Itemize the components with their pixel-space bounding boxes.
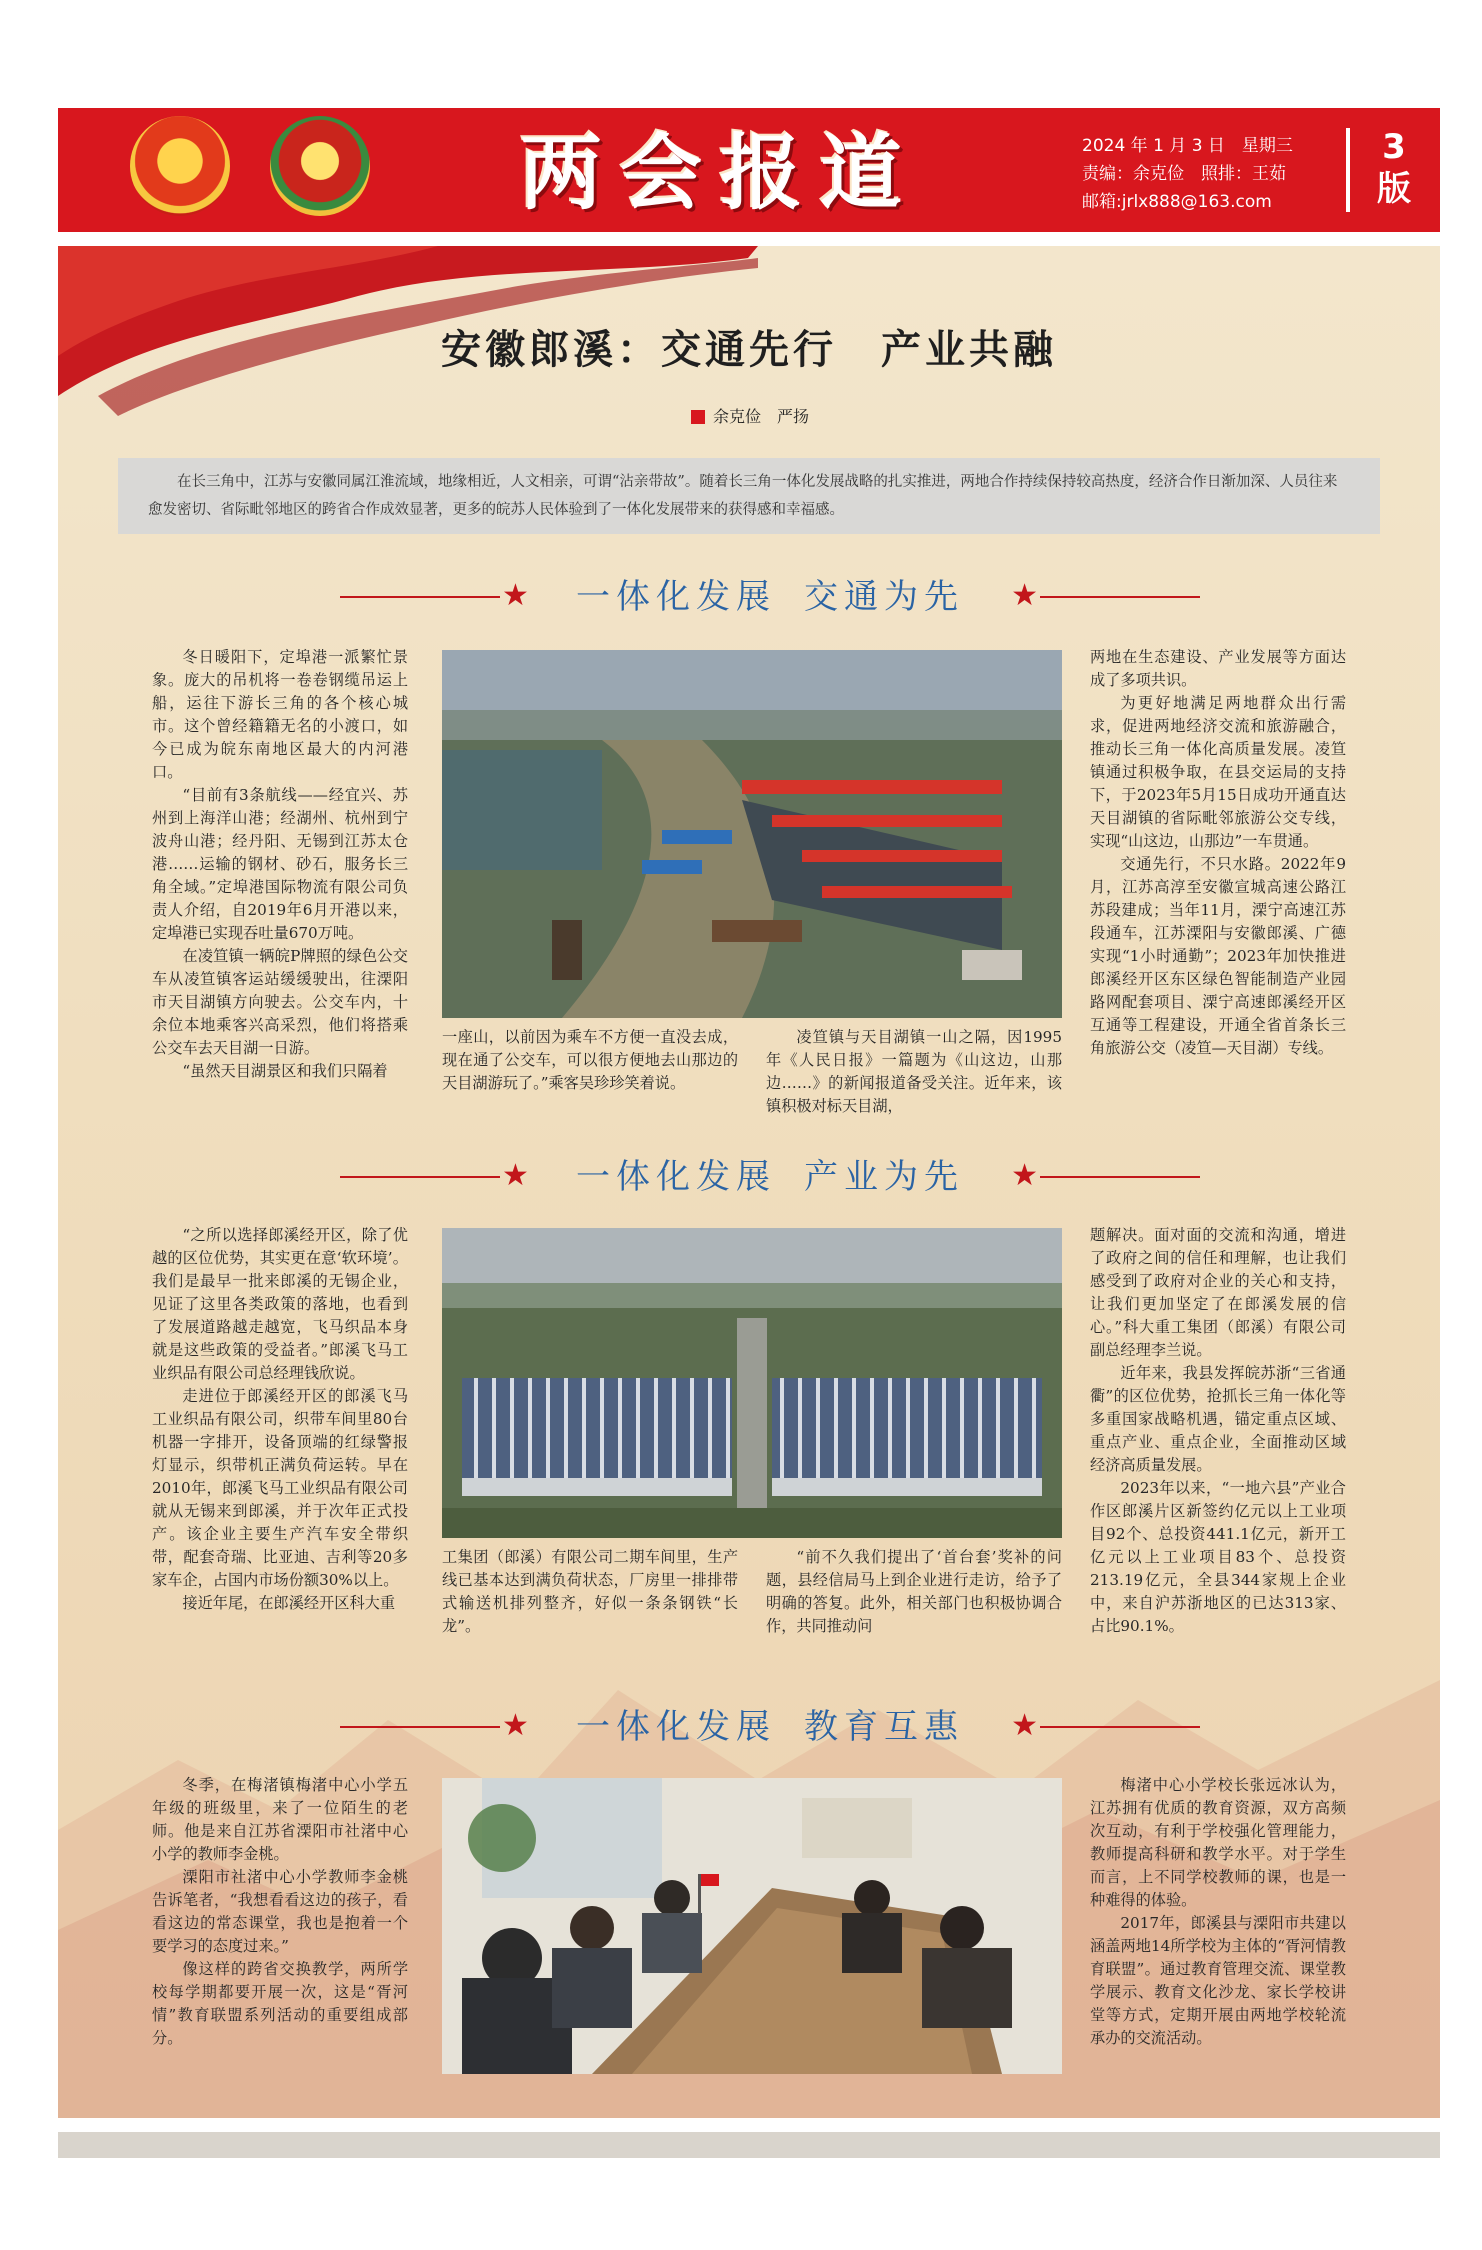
star-icon: ★ — [1011, 1708, 1038, 1743]
paragraph: 像这样的跨省交换教学，两所学校每学期都要开展一次，这是“胥河情”教育联盟系列活动的重要组成部分。 — [152, 1960, 408, 2047]
article-lead: 在长三角中，江苏与安徽同属江淮流域，地缘相近，人文相亲，可谓“沾亲带故”。随着长三角一体化发展战略的扎实推进，两地合作持续保持较高热度，经济合作日渐加深、人员往来愈发密切、省际毗邻地区的跨省合作成效显著，更多的皖苏人民体验到了一体化发展带来的获得感和幸福感。 — [118, 458, 1380, 534]
paragraph: “目前有3条航线——经宜兴、苏州到上海洋山港；经湖州、杭州到宁波舟山港；经丹阳、无锡到江苏太仓港……运输的钢材、砂石，服务长三角全域。”定埠港国际物流有限公司负责人介绍，自2019年6月开港以来，定埠港已实现吞吐量670万吨。 — [152, 786, 408, 942]
newspaper-brand: 两会报道 — [520, 125, 921, 221]
paragraph: 溧阳市社渚中心小学教师李金桃告诉笔者，“我想看看这边的孩子，看看这边的常态课堂，我也是抱着一个要学习的态度过来。” — [152, 1868, 408, 1955]
byline-marker-icon — [691, 410, 705, 424]
paragraph: 工集团（郎溪）有限公司二期车间里，生产线已基本达到满负荷状态，厂房里一排排带式输送机排列整齐，好似一条条钢铁“长龙”。 — [442, 1548, 738, 1635]
page-number-badge — [1364, 126, 1424, 210]
issue-meta — [1082, 132, 1293, 216]
paragraph: “之所以选择郎溪经开区，除了优越的区位优势，其实更在意‘软环境’。我们是最早一批来郎溪的无锡企业，见证了这里各类政策的落地，也看到了发展道路越走越宽，飞马织品本身就是这些政策的受益者。”郎溪飞马工业织品有限公司总经理钱欣说。 — [152, 1226, 408, 1382]
masthead-divider — [1346, 128, 1350, 212]
section1-right-column — [1090, 646, 1346, 1060]
paragraph: 近年来，我县发挥皖苏浙“三省通衢”的区位优势，抢抓长三角一体化等多重国家战略机遇，锚定重点区域、重点产业、重点企业，全面推动区域经济高质量发展。 — [1090, 1364, 1346, 1474]
paragraph: 冬日暖阳下，定埠港一派繁忙景象。庞大的吊机将一卷卷钢缆吊运上船，运往下游长三角的各个核心城市。这个曾经籍籍无名的小渡口，如今已成为皖东南地区最大的内河港口。 — [152, 648, 408, 781]
paragraph: 两地在生态建设、产业发展等方面达成了多项共识。 — [1090, 648, 1346, 689]
section-title-a: 一体化发展 — [576, 1157, 776, 1197]
editor-credit: 责编：余克俭 照排：王茹 — [1082, 164, 1286, 184]
section2-right-column — [1090, 1224, 1346, 1638]
section1-mid-left-column — [442, 1026, 738, 1095]
section3-left-column — [152, 1774, 408, 2050]
page-number: 3 — [1382, 127, 1406, 167]
article-byline — [0, 404, 1482, 427]
star-icon: ★ — [502, 1708, 529, 1743]
section-title-b: 教育互惠 — [804, 1707, 964, 1747]
section1-mid-right-column — [766, 1026, 1062, 1118]
paragraph: 2017年，郎溪县与溧阳市共建以涵盖两地14所学校为主体的“胥河情教育联盟”。通过教育管理交流、课堂教学展示、教育文化沙龙、家长学校讲堂等方式，定期开展由两地学校轮流承办的交流活动。 — [1090, 1914, 1346, 2047]
paragraph: “虽然天目湖景区和我们只隔着 — [182, 1062, 388, 1080]
cppcc-emblem-icon — [270, 116, 370, 216]
article-title: 安徽郎溪：交通先行 产业共融 — [441, 326, 1057, 373]
star-icon: ★ — [502, 1158, 529, 1193]
section1-left-column — [152, 646, 408, 1083]
port-aerial-photo — [442, 650, 1062, 1018]
section-header-transport — [330, 574, 1210, 620]
paragraph: 2023年以来，“一地六县”产业合作区郎溪片区新签约亿元以上工业项目92个、总投资441.1亿元，新开工亿元以上工业项目83个、总投资213.19亿元，全县344家规上企业中，来自沪苏浙地区的已达313家、占比90.1%。 — [1090, 1479, 1346, 1635]
paragraph: 梅渚中心小学校长张远冰认为，江苏拥有优质的教育资源，双方高频次互动，有利于学校强化管理能力，教师提高科研和教学水平。对于学生而言，上不同学校教师的课，也是一种难得的体验。 — [1090, 1776, 1346, 1909]
section2-mid-right-column — [766, 1546, 1062, 1638]
section-title-b: 交通为先 — [804, 577, 964, 617]
meeting-room-photo — [442, 1778, 1062, 2074]
section3-right-column — [1090, 1774, 1346, 2050]
section-title-a: 一体化发展 — [576, 1707, 776, 1747]
paragraph: 接近年尾，在郎溪经开区科大重 — [182, 1594, 396, 1612]
industrial-park-aerial-photo — [442, 1228, 1062, 1538]
paragraph: 题解决。面对面的交流和沟通，增进了政府之间的信任和理解，也让我们感受到了政府对企业的关心和支持，让我们更加坚定了在郎溪发展的信心。”科大重工集团（郎溪）有限公司副总经理李兰说。 — [1090, 1226, 1346, 1359]
paragraph: 在凌笪镇一辆皖P牌照的绿色公交车从凌笪镇客运站缓缓驶出，往溧阳市天目湖镇方向驶去。公交车内，十余位本地乘客兴高采烈，他们将搭乘公交车去天目湖一日游。 — [152, 947, 408, 1057]
paragraph: 交通先行，不只水路。2022年9月，江苏高淳至安徽宣城高速公路江苏段建成；当年11月，溧宁高速江苏段通车，江苏溧阳与安徽郎溪、广德实现“1小时通勤”；2023年加快推进郎溪经开区东区绿色智能制造产业园路网配套项目、溧宁高速郎溪经开区互通等工程建设，开通全省首条长三角旅游公交（凌笪—天目湖）专线。 — [1090, 855, 1346, 1057]
section-title-a: 一体化发展 — [576, 577, 776, 617]
star-icon: ★ — [1011, 1158, 1038, 1193]
issue-date: 2024 年 1 月 3 日 星期三 — [1082, 136, 1293, 156]
section2-mid-left-column — [442, 1546, 738, 1638]
section2-left-column — [152, 1224, 408, 1615]
star-icon: ★ — [502, 578, 529, 613]
paragraph: “前不久我们提出了‘首台套’奖补的问题，县经信局马上到企业进行走访，给予了明确的答复。此外，相关部门也积极协调合作，共同推动问 — [766, 1548, 1062, 1635]
star-icon: ★ — [1011, 578, 1038, 613]
paragraph: 为更好地满足两地群众出行需求，促进两地经济交流和旅游融合，推动长三角一体化高质量发展。凌笪镇通过积极争取，在县交运局的支持下，于2023年5月15日成功开通直达天目湖镇的省际毗邻旅游公交专线，实现“山这边，山那边”一车贯通。 — [1090, 694, 1346, 850]
paragraph: 凌笪镇与天目湖镇一山之隔，因1995年《人民日报》一篇题为《山这边，山那边……》的新闻报道备受关注。近年来，该镇积极对标天目湖， — [766, 1028, 1062, 1115]
national-emblem-icon — [130, 116, 230, 216]
paragraph: 一座山，以前因为乘车不方便一直没去成，现在通了公交车，可以很方便地去山那边的天目湖游玩了。”乘客吴珍珍笑着说。 — [442, 1028, 738, 1092]
section-title-b: 产业为先 — [804, 1157, 964, 1197]
paragraph: 走进位于郎溪经开区的郎溪飞马工业织品有限公司，织带车间里80台机器一字排开，设备顶端的红绿警报灯显示，织带机正满负荷运转。早在2010年，郎溪飞马工业织品有限公司就从无锡来到郎溪，并于次年正式投产。该企业主要生产汽车安全带织带，配套奇瑞、比亚迪、吉利等20多家车企，占国内市场份额30%以上。 — [152, 1387, 408, 1589]
page-unit: 版 — [1377, 169, 1411, 209]
section-header-education — [330, 1704, 1210, 1750]
footer-bar — [58, 2132, 1440, 2158]
paragraph: 冬季，在梅渚镇梅渚中心小学五年级的班级里，来了一位陌生的老师。他是来自江苏省溧阳市社渚中心小学的教师李金桃。 — [152, 1776, 408, 1863]
byline-authors: 余克俭 严扬 — [712, 407, 809, 426]
section-header-industry — [330, 1154, 1210, 1200]
contact-email: 邮箱:jrlx888@163.com — [1082, 192, 1272, 212]
